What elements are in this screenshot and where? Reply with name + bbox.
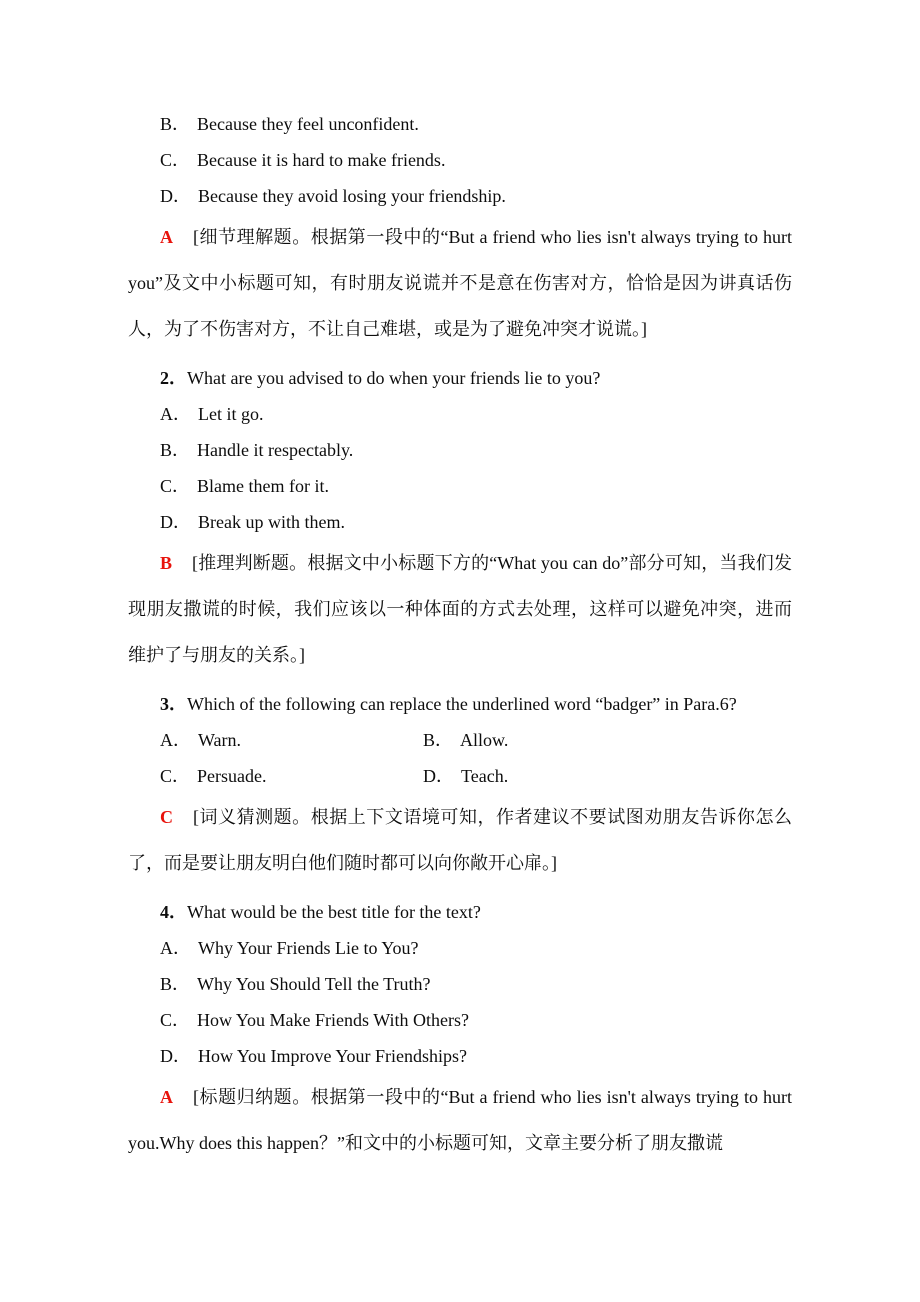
question-line-3 (128, 686, 792, 722)
option-label: B． (160, 114, 191, 134)
option-cell (160, 722, 423, 758)
answer-explanation-q2 (128, 540, 792, 678)
answer-letter: A (160, 1087, 173, 1107)
option-text: Because they feel unconfident. (197, 114, 419, 134)
option-row-q3-cd (128, 758, 792, 794)
answer-letter: B (160, 553, 173, 573)
answer-text: [推理判断题。根据文中小标题下方的“What you can do”部分可知，当我们发现朋友撒谎的时候，我们应该以一种体面的方式去处理，这样可以避免冲突，进而维护了与朋友的关系。] (128, 553, 792, 665)
question-text: What would be the best title for the text? (187, 902, 481, 922)
answer-letter: A (160, 227, 173, 247)
option-text: Handle it respectably. (197, 440, 354, 460)
option-label: D． (160, 186, 191, 206)
option-text: Why Your Friends Lie to You? (198, 938, 419, 958)
option-label: C． (160, 766, 191, 786)
option-label: B． (423, 730, 454, 750)
answer-explanation-q3 (128, 794, 792, 886)
option-label: D． (423, 766, 454, 786)
answer-text: [词义猜测题。根据上下文语境可知，作者建议不要试图劝朋友告诉你怎么了，而是要让朋友明白他们随时都可以向你敞开心扉。] (128, 807, 792, 873)
option-text: How You Make Friends With Others? (197, 1010, 469, 1030)
answer-text: [标题归纳题。根据第一段中的“But a friend who lies isn't always trying to hurt you.Why does this happen？”和文中的小标题可知，文章主要分析了朋友撒谎 (128, 1087, 792, 1153)
option-text: How You Improve Your Friendships? (198, 1046, 468, 1066)
option-line-q2-a (128, 396, 792, 432)
option-label: A． (160, 938, 191, 958)
option-label: C． (160, 150, 191, 170)
option-text: Blame them for it. (197, 476, 329, 496)
option-text: Warn. (198, 730, 242, 750)
question-number: 2． (160, 368, 187, 388)
option-line-q1-c (128, 142, 792, 178)
option-text: Why You Should Tell the Truth? (197, 974, 431, 994)
option-line-q2-b (128, 432, 792, 468)
option-text: Because they avoid losing your friendship. (198, 186, 506, 206)
option-text: Teach. (461, 766, 509, 786)
option-line-q4-c (128, 1002, 792, 1038)
option-label: C． (160, 1010, 191, 1030)
option-line-q4-a (128, 930, 792, 966)
answer-text: [细节理解题。根据第一段中的“But a friend who lies isn't always trying to hurt you”及文中小标题可知，有时朋友说谎并不是意在伤害对方，恰恰是因为讲真话伤人，为了不伤害对方，不让自己难堪，或是为了避免冲突才说谎。] (128, 227, 792, 339)
option-text: Persuade. (197, 766, 267, 786)
option-text: Break up with them. (198, 512, 345, 532)
option-text: Allow. (460, 730, 509, 750)
question-number: 3． (160, 694, 187, 714)
option-label: A． (160, 404, 191, 424)
option-line-q2-c (128, 468, 792, 504)
option-label: B． (160, 440, 191, 460)
question-number: 4． (160, 902, 187, 922)
option-row-q3-ab (128, 722, 792, 758)
answer-explanation-q4 (128, 1074, 792, 1166)
option-label: A． (160, 730, 191, 750)
option-text: Let it go. (198, 404, 264, 424)
answer-explanation-q1 (128, 214, 792, 352)
question-line-4 (128, 894, 792, 930)
option-cell (423, 758, 508, 794)
option-label: D． (160, 512, 191, 532)
option-cell (423, 722, 508, 758)
option-line-q2-d (128, 504, 792, 540)
question-line-2 (128, 360, 792, 396)
option-line-q1-d (128, 178, 792, 214)
option-label: D． (160, 1046, 191, 1066)
question-text: Which of the following can replace the underlined word “badger” in Para.6? (187, 694, 737, 714)
option-cell (160, 758, 423, 794)
option-line-q4-b (128, 966, 792, 1002)
option-text: Because it is hard to make friends. (197, 150, 446, 170)
option-line-q4-d (128, 1038, 792, 1074)
option-line-q1-b (128, 106, 792, 142)
answer-letter: C (160, 807, 173, 827)
option-label: B． (160, 974, 191, 994)
option-label: C． (160, 476, 191, 496)
question-text: What are you advised to do when your friends lie to you? (187, 368, 601, 388)
